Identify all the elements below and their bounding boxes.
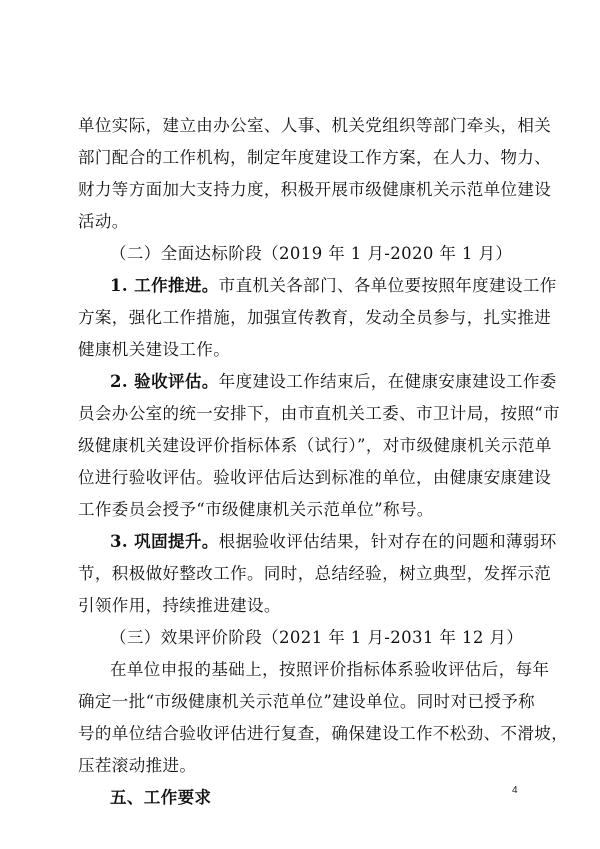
paragraph-line: 在单位申报的基础上，按照评价指标体系验收评估后，每年 [110,660,550,679]
paragraph-line: 方案，强化工作措施，加强宣传教育，发动全员参与，扎实推进 [78,308,552,327]
paragraph-line: 健康机关建设工作。 [78,340,231,359]
paragraph-line [110,276,557,296]
paragraph-line: 单位实际，建立由办公室、人事、机关党组织等部门牵头，相关 [78,116,552,135]
paragraph-line [110,372,557,392]
item-text: 年度建设工作结束后，在健康安康建设工作委 [218,372,557,391]
paragraph-line [110,532,557,552]
subsection-heading: （二）全面达标阶段（2019 年 1 月-2020 年 1 月） [110,244,513,263]
paragraph-line: 位进行验收评估。验收评估后达到标准的单位，由健康安康建设 [78,468,552,487]
item-title: 2. 验收评估。 [110,372,219,391]
paragraph-line: 压茬滚动推进。 [78,756,197,775]
paragraph-line: 财力等方面加大支持力度，积极开展市级健康机关示范单位建设 [78,180,552,199]
paragraph-line: 确定一批“市级健康机关示范单位”建设单位。同时对已授予称 [78,692,536,711]
paragraph-line: 号的单位结合验收评估进行复查，确保建设工作不松劲、不滑坡， [78,724,569,743]
paragraph-line: 级健康机关建设评价指标体系（试行）”，对市级健康机关示范单 [78,436,552,455]
page-number: 4 [512,785,518,796]
paragraph-line: 员会办公室的统一安排下，由市直机关工委、市卫计局，按照“市 [78,404,561,423]
item-text: 根据验收评估结果，针对存在的问题和薄弱环 [218,532,557,551]
paragraph-line: 引领作用，持续推进建设。 [78,596,281,615]
paragraph-line: 节，积极做好整改工作。同时，总结经验，树立典型，发挥示范 [78,564,552,583]
item-text: 市直机关各部门、各单位要按照年度建设工作 [218,276,557,295]
subsection-heading: （三）效果评价阶段（2021 年 1 月-2031 年 12 月） [110,628,524,647]
paragraph-line: 部门配合的工作机构，制定年度建设工作方案，在人力、物力、 [78,148,552,167]
paragraph-line: 活动。 [78,212,129,231]
item-title: 3. 巩固提升。 [110,532,219,551]
item-title: 1. 工作推进。 [110,276,219,295]
section-heading: 五、工作要求 [110,788,212,807]
paragraph-line: 工作委员会授予“市级健康机关示范单位”称号。 [78,500,434,519]
